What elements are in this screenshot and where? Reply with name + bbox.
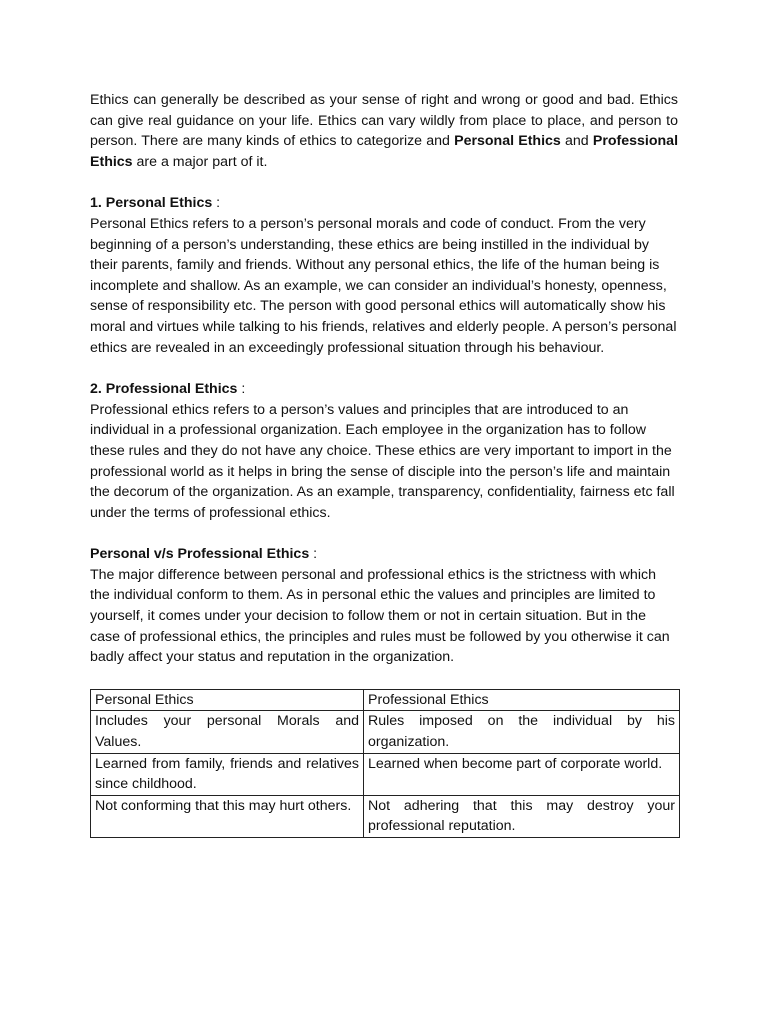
professional-ethics-heading-colon: :: [237, 381, 246, 398]
versus-heading: [90, 544, 678, 565]
personal-ethics-heading-colon: :: [212, 195, 221, 212]
intro-text-3: are a major part of it.: [132, 153, 268, 170]
personal-ethics-heading: [90, 193, 678, 214]
personal-ethics-body: Personal Ethics refers to a person’s personal morals and code of conduct. From the very beginning of a person’s understanding, these ethics are being instilled in the individual by their parents, family and friends. Without any personal ethics, the life of the human being is incomplete and shallow. As an example, we can consider an individual’s honesty, openness, sense of responsibility etc. The person with good personal ethics will automatically show his moral and virtues while talking to his friends, relatives and elderly people. A person’s personal ethics are revealed in an exceedingly professional situation through his behaviour.: [90, 215, 677, 356]
personal-ethics-section: [90, 193, 678, 358]
professional-ethics-heading: [90, 379, 678, 400]
table-header-professional: Professional Ethics: [364, 689, 680, 711]
table-row: [91, 711, 680, 753]
personal-ethics-heading-text: 1. Personal Ethics: [90, 195, 213, 212]
intro-text-1: Ethics can generally be described as your sense of right and wrong or good and bad. Ethics can give real guidance on your life. Ethics can vary wildly from place to place, and person to person. There are many kinds of ethics to categorize and: [90, 92, 678, 150]
table-row: [91, 795, 680, 837]
professional-ethics-section: [90, 379, 678, 523]
versus-heading-colon: :: [309, 546, 318, 563]
intro-paragraph: [90, 90, 678, 172]
intro-bold-professional-ethics: Professional Ethics: [90, 133, 679, 170]
intro-bold-personal-ethics: Personal Ethics: [454, 133, 561, 150]
versus-section: [90, 544, 678, 668]
document-page: [90, 90, 678, 838]
table-cell-professional: Rules imposed on the individual by his organization.: [364, 711, 680, 753]
table-cell-professional: Not adhering that this may destroy your professional reputation.: [364, 795, 680, 837]
professional-ethics-heading-text: 2. Professional Ethics: [90, 381, 238, 398]
table-cell-personal: Learned from family, friends and relatives since childhood.: [91, 753, 364, 795]
table-cell-personal: Not conforming that this may hurt others.: [91, 795, 364, 837]
versus-body: The major difference between personal and professional ethics is the strictness with which the individual conform to them. As in personal ethic the values and principles are limited to yourself, it comes under your decision to follow them or not in certain situation. But in the case of professional ethics, the principles and rules must be followed by you otherwise it can badly affect your status and reputation in the organization.: [90, 566, 670, 666]
intro-text-2: and: [560, 133, 593, 150]
professional-ethics-body: Professional ethics refers to a person’s values and principles that are introduced to an individual in a professional organization. Each employee in the organization has to follow these rules and they do not have any choice. These ethics are very important to import in the professional world as it helps in bring the sense of disciple into the person’s life and maintain the decorum of the organization. As an example, transparency, confidentiality, fairness etc fall under the terms of professional ethics.: [90, 401, 675, 521]
table-cell-personal: Includes your personal Morals and Values.: [91, 711, 364, 753]
comparison-table: [90, 689, 680, 838]
table-row: [91, 753, 680, 795]
table-header-personal: Personal Ethics: [91, 689, 364, 711]
table-cell-professional: Learned when become part of corporate world.: [364, 753, 680, 795]
table-header-row: [91, 689, 680, 711]
versus-heading-text: Personal v/s Professional Ethics: [90, 546, 310, 563]
